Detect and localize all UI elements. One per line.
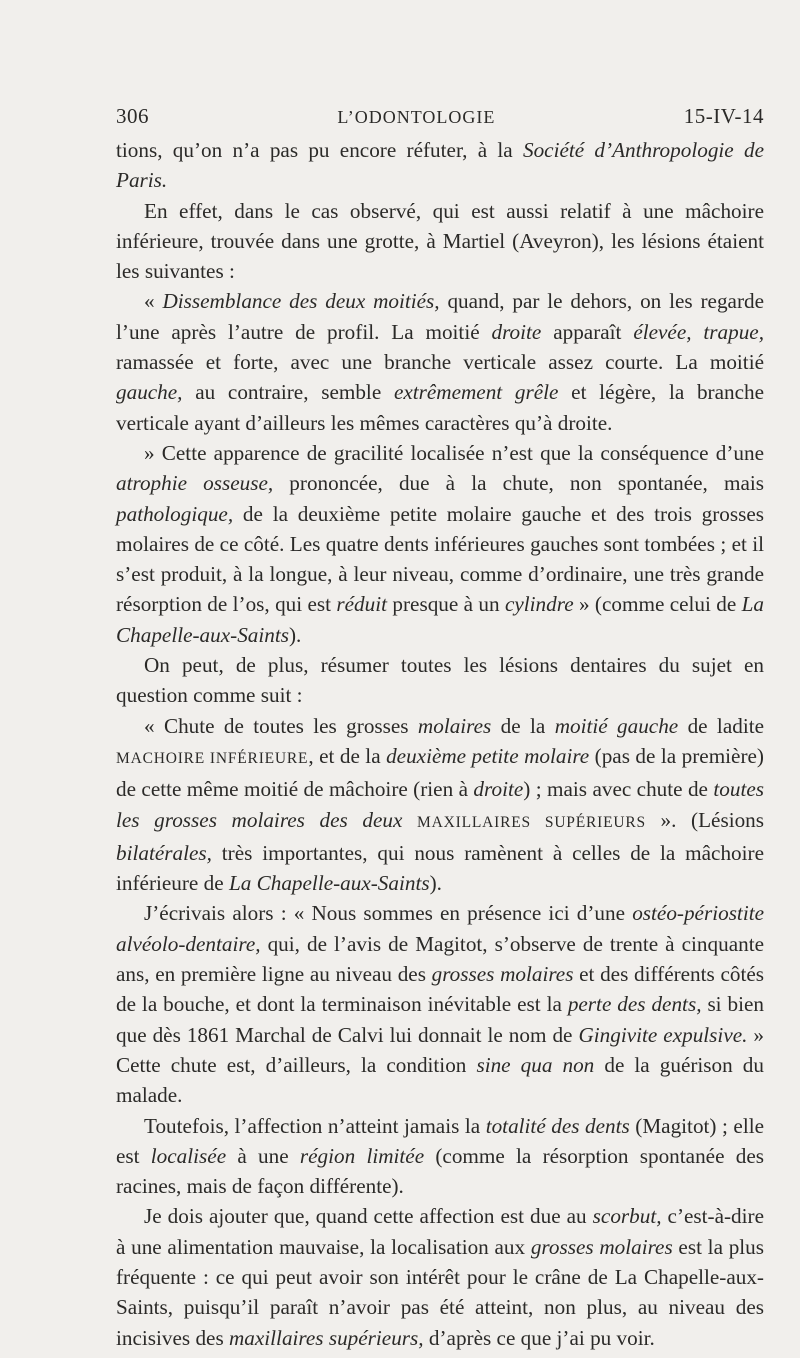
paragraph	[116, 1111, 764, 1202]
text-run: très importantes, qui nous ramènent à celles de la mâchoire inférieure de	[116, 840, 764, 896]
italic-text: sine qua non	[476, 1052, 595, 1077]
italic-text: maxillaires supérieurs,	[228, 1325, 424, 1350]
text-run: « Chute de toutes les grosses	[144, 713, 418, 738]
text-run: à une	[226, 1143, 300, 1168]
text-run: , et de la	[308, 743, 387, 768]
text-run: J’écrivais alors : « Nous sommes en présence ici d’une	[144, 901, 633, 926]
page-number: 306	[116, 104, 149, 128]
text-run: ).	[289, 622, 302, 647]
paragraph	[116, 196, 764, 287]
text-run: » Cette apparence de gracilité localisée n’est que la conséquence d’une	[144, 440, 764, 465]
issue-date: 15-IV-14	[683, 104, 764, 128]
text-run: Je dois ajouter que, quand cette affection est due au	[144, 1204, 593, 1229]
text-run: prononcée, due à la chute, non spontanée, mais	[273, 471, 764, 496]
text-run: au contraire, semble	[182, 380, 394, 405]
italic-text: moitié gauche	[554, 713, 679, 738]
text-run: quand, par le dehors, on les regarde l’une après l’autre de profil. La moitié	[116, 289, 765, 344]
text-run: ramassée et forte, avec une branche verticale assez courte. La moitié	[116, 350, 764, 375]
italic-text: atrophie osseuse,	[116, 471, 274, 496]
text-run: » (comme celui de	[573, 592, 742, 617]
italic-text: La Chapelle-aux-Saints	[228, 871, 430, 896]
running-header	[116, 104, 764, 129]
text-run: ) ; mais avec chute de	[523, 777, 714, 802]
text-run: (pas de la première) de cette même moitié de mâchoire (rien à	[116, 743, 764, 802]
text-run: On peut, de plus, résumer toutes les lésions dentaires du sujet en question comme suit :	[116, 653, 764, 708]
text-run: En effet, dans le cas observé, qui est aussi relatif à une mâchoire inférieure, trouvée dans une grotte, à Martiel (Aveyron), les lésions étaient les suivantes :	[116, 198, 764, 284]
italic-text: perte des dents,	[567, 992, 702, 1017]
paragraph	[116, 438, 764, 650]
text-run: qui, de l’avis de Magitot, s’observe de trente à cinquante ans, en première ligne au niveau des	[116, 931, 764, 987]
italic-text: ostéo-périostite alvéolo-dentaire,	[116, 901, 764, 956]
text-run: ». (Lésions	[645, 807, 765, 832]
italic-text: région limitée	[299, 1143, 425, 1168]
text-run: et légère, la branche verticale ayant d’ailleurs les mêmes caractères qu’à droite.	[116, 380, 764, 435]
text-run: tions, qu’on n’a pas pu encore réfuter, à la	[116, 138, 523, 162]
italic-text: droite	[473, 777, 524, 802]
paragraph	[116, 711, 764, 899]
italic-text: molaires	[417, 713, 492, 738]
text-run: (Magitot) ; elle est	[116, 1113, 764, 1168]
text-run: est la plus fréquente : ce qui peut avoir son intérêt pour le crâne de La Chapelle-aux-Saints, puisqu’il paraît n’avoir pas été atteint, non plus, au niveau des incisives des	[116, 1234, 765, 1350]
paragraph	[116, 1201, 764, 1352]
paragraph	[116, 898, 764, 1110]
italic-text: scorbut,	[592, 1204, 662, 1229]
italic-text: réduit	[336, 592, 388, 617]
italic-text: grosses molaires	[530, 1234, 673, 1259]
text-run: et des différents côtés de la bouche, et dont la terminaison inévitable est la	[116, 962, 764, 1017]
text-run: si bien que dès 1861 Marchal de Calvi lui donnait le nom de	[116, 992, 764, 1047]
italic-text: La Chapelle-aux-Saints	[116, 592, 764, 647]
text-run: (comme la résorption spontanée des racines, mais de façon différente).	[116, 1143, 764, 1199]
body-text	[116, 135, 764, 1353]
journal-title: L’ODONTOLOGIE	[337, 107, 496, 127]
italic-text: cylindre	[504, 592, 574, 617]
italic-text: droite	[491, 319, 542, 344]
italic-text: toutes les grosses molaires des deux	[116, 777, 764, 832]
text-run: de la deuxième petite molaire gauche et des trois grosses molaires de ce côté. Les quatre dents inférieures gauches sont tombées ; et il s’est produit, à la longue, à leur niveau, comme d’ordinaire, une très grande résorption de l’os, qui est	[116, 501, 764, 617]
italic-text: deuxième petite molaire	[386, 743, 590, 768]
text-run: » Cette chute est, d’ailleurs, la condition	[116, 1022, 765, 1077]
italic-text: Gingivite expulsive.	[578, 1022, 748, 1047]
paragraph	[116, 135, 764, 196]
small-caps-text: MACHOIRE INFÉRIEURE	[116, 749, 309, 767]
small-caps-text: MAXILLAIRES SUPÉRIEURS	[417, 813, 646, 831]
text-run: apparaît	[541, 319, 634, 344]
italic-text: gauche,	[116, 380, 183, 405]
italic-text: extrêmement grêle	[393, 380, 559, 405]
text-run: de ladite	[678, 713, 764, 738]
italic-text: grosses molaires	[431, 962, 574, 987]
text-run: de la guérison du malade.	[116, 1052, 764, 1108]
italic-text: Société d’Anthropologie de Paris.	[116, 138, 764, 193]
text-run: d’après ce que j’ai pu voir.	[423, 1325, 655, 1350]
italic-text: élevée, trapue,	[633, 319, 765, 344]
italic-text: totalité des dents	[485, 1113, 630, 1138]
italic-text: Dissemblance des deux moitiés,	[162, 289, 440, 314]
italic-text: bilatérales,	[116, 840, 212, 865]
paragraph	[116, 650, 764, 711]
italic-text: localisée	[150, 1143, 227, 1168]
text-run: de la	[491, 713, 555, 738]
page	[116, 104, 764, 1353]
text-run: c’est-à-dire à une alimentation mauvaise, la localisation aux	[116, 1204, 765, 1259]
text-run: Toutefois, l’affection n’atteint jamais la	[144, 1113, 486, 1138]
text-run: presque à un	[387, 592, 505, 617]
text-run: ).	[429, 871, 442, 896]
text-run: «	[144, 289, 163, 314]
paragraph	[116, 286, 764, 437]
italic-text: pathologique,	[116, 501, 234, 526]
text-run	[402, 808, 417, 832]
